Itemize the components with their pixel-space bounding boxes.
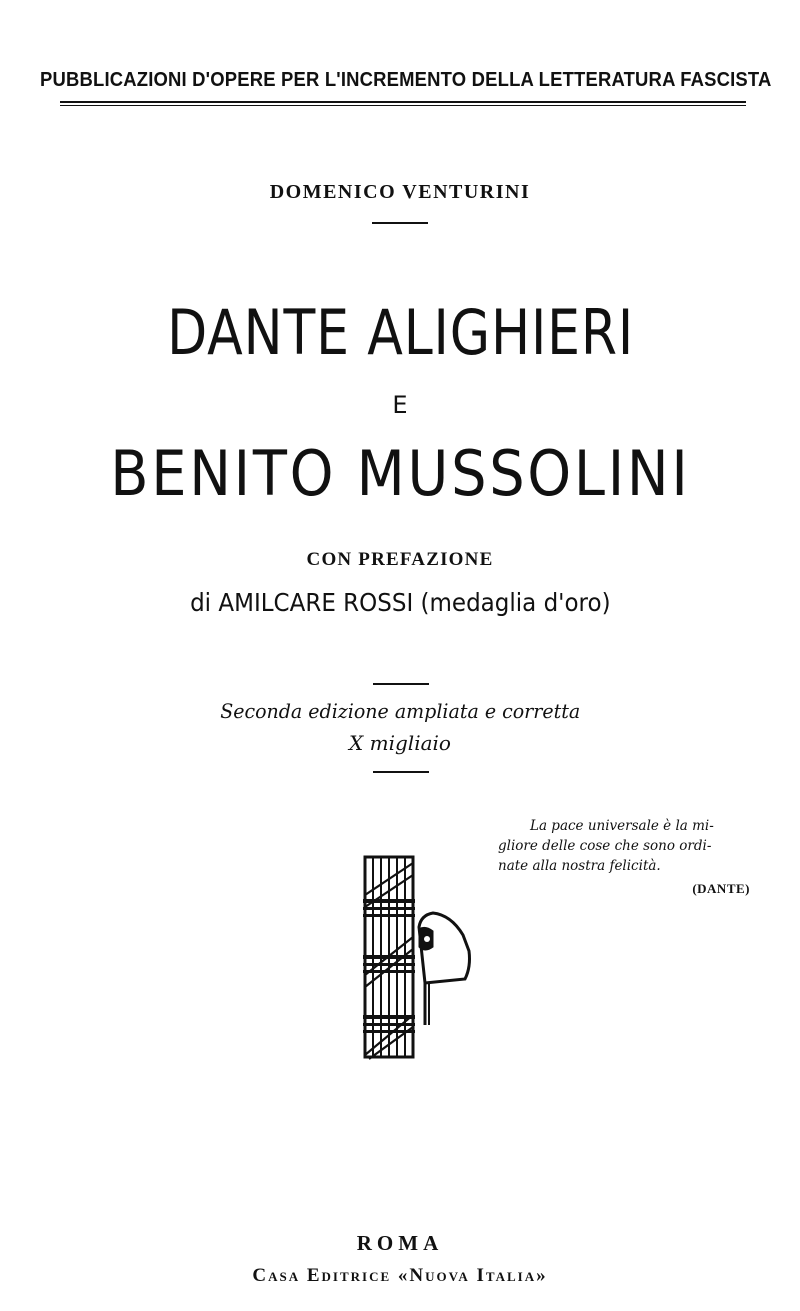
- author-name: DOMENICO VENTURINI: [269, 181, 531, 203]
- preface-divider: [373, 683, 429, 685]
- edition-divider: [373, 771, 429, 773]
- edition-note: Seconda edizione ampliata e corretta: [220, 699, 581, 723]
- imprint-city: ROMA: [356, 1231, 444, 1255]
- title-line-2: BENITO MUSSOLINI: [110, 437, 691, 510]
- title-conjunction: E: [392, 391, 408, 419]
- epigraph-line: La pace universale è la mi-: [530, 818, 714, 834]
- author-divider: [372, 222, 428, 224]
- series-double-rule: [60, 101, 746, 106]
- series-title: PUBBLICAZIONI D'OPERE PER L'INCREMENTO DELLA LETTERATURA FASCISTA: [40, 68, 772, 91]
- fasces-axe: [419, 913, 470, 1025]
- epigraph-line: gliore delle cose che sono ordi-: [498, 838, 712, 854]
- fasces-emblem: [355, 855, 485, 1060]
- epigraph-line: nate alla nostra felicità.: [498, 858, 661, 874]
- title-line-1: DANTE ALIGHIERI: [167, 296, 635, 369]
- preface-author: di AMILCARE ROSSI (medaglia d'oro): [190, 588, 611, 617]
- thousand-note: X migliaio: [349, 731, 451, 755]
- imprint-publisher: Casa Editrice «Nuova Italia»: [252, 1265, 548, 1286]
- preface-label: CON PREFAZIONE: [306, 549, 494, 570]
- epigraph-attribution: (DANTE): [692, 881, 750, 896]
- epigraph: [498, 816, 752, 876]
